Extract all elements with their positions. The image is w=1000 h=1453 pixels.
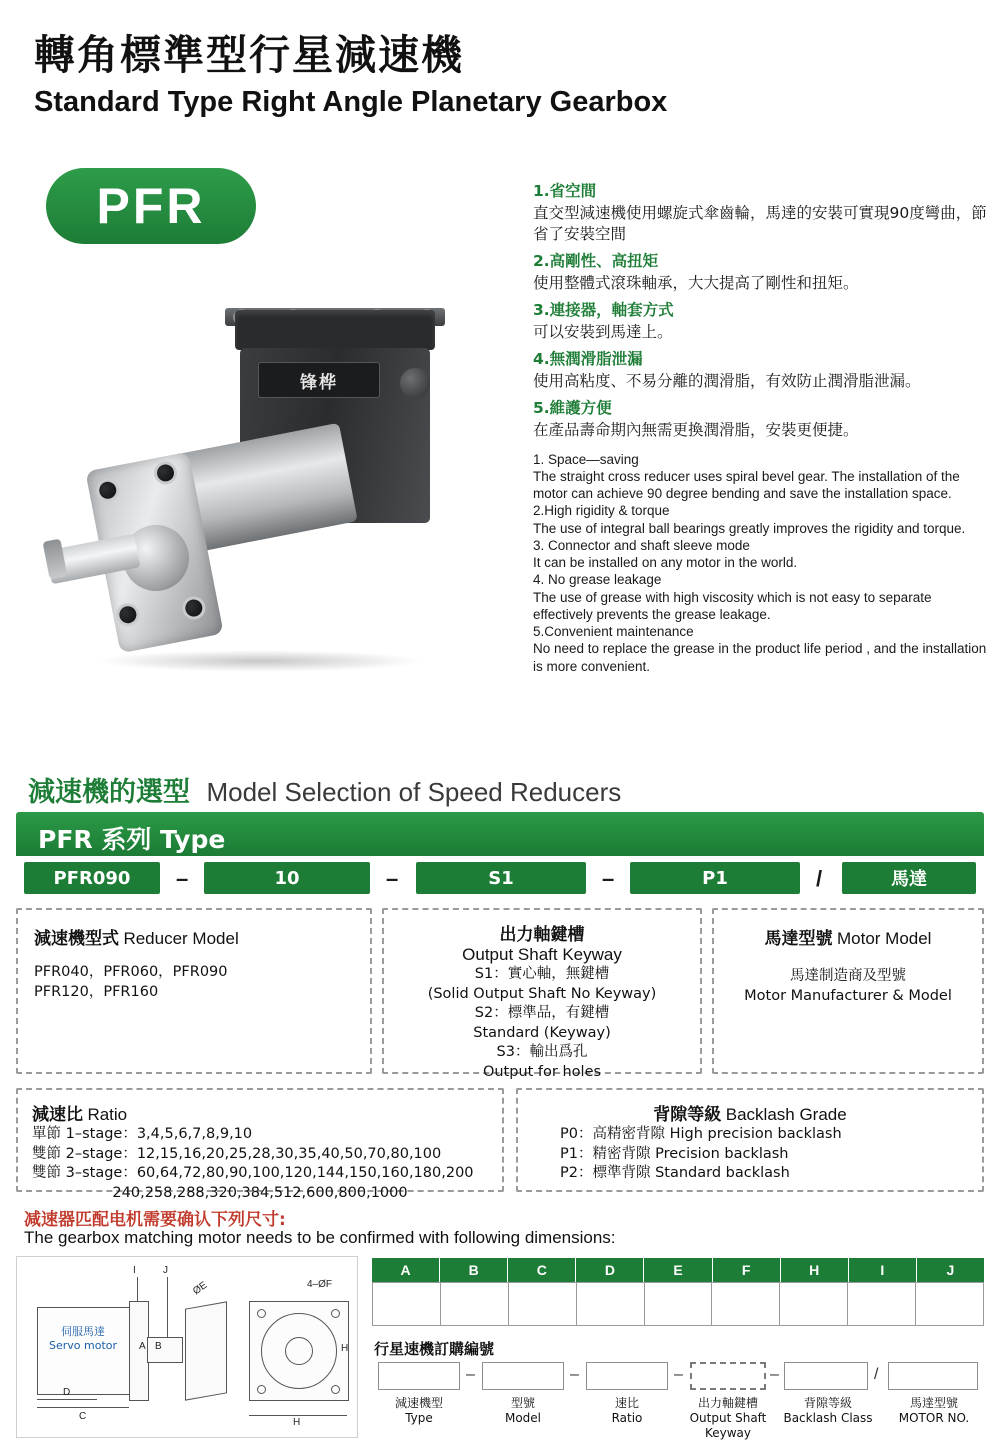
order-label-backlash-en: Backlash Class <box>783 1411 873 1425</box>
feature-en-1: 1. Space—saving <box>533 451 639 467</box>
feature-heading-1: 1.省空間 <box>533 182 597 200</box>
motor-model-title-cn: 馬達型號 <box>764 929 833 949</box>
order-label-backlash-cn: 背隙等級 <box>803 1396 852 1410</box>
backlash-line-3: P2：標準背隙 Standard backlash <box>560 1165 790 1182</box>
block-ratio <box>16 1088 504 1201</box>
gearbox-plug <box>400 368 430 398</box>
order-dash-3: – <box>674 1366 683 1383</box>
table-header-cell: A <box>372 1258 440 1282</box>
feature-en-6: It can be installed on any motor in the world. <box>533 555 798 571</box>
order-label-motor <box>886 1396 982 1426</box>
feature-body-4: 使用高粘度、不易分離的潤滑脂，有效防止潤滑脂泄漏。 <box>533 371 921 390</box>
block-output-keyway <box>382 908 702 1080</box>
backlash-title-cn: 背隙等級 <box>653 1105 722 1125</box>
table-header-cell: F <box>713 1258 781 1282</box>
flange-hole-1 <box>257 1309 266 1318</box>
table-header-cell: B <box>440 1258 508 1282</box>
ratio-line-3: 雙節 3–stage：60,64,72,80,90,100,120,144,150,160,180,200 <box>32 1165 474 1182</box>
dim-label-b: B <box>155 1341 162 1352</box>
page-title-en: Standard Type Right Angle Planetary Gearbox <box>34 86 668 118</box>
dim-line-d <box>37 1399 97 1400</box>
dimension-drawing <box>16 1256 358 1438</box>
dim-label-i: I <box>133 1265 136 1276</box>
keyway-line-6: Output for holes <box>482 1063 602 1080</box>
feature-heading-4: 4.無潤滑脂泄漏 <box>533 349 643 368</box>
table-cell[interactable] <box>780 1282 848 1326</box>
feature-body-1: 直交型減速機使用螺旋式傘齒輪，馬達的安裝可實現90度彎曲，節省了安裝空間 <box>533 204 987 243</box>
pfr-badge-label: PFR <box>96 178 206 234</box>
servo-motor-label <box>45 1325 121 1353</box>
order-label-model-cn: 型號 <box>510 1396 535 1410</box>
code-box-ratio[interactable]: 10 <box>204 862 370 894</box>
reducer-model-title-cn: 減速機型式 <box>34 929 119 949</box>
drawing-mid-part <box>185 1301 227 1400</box>
table-cell[interactable] <box>712 1282 780 1326</box>
motor-model-line-1: 馬達制造商及型號 <box>790 968 906 984</box>
order-dash-2: – <box>570 1366 579 1383</box>
feature-heading-3: 3.連接器，軸套方式 <box>533 300 674 319</box>
order-label-keyway-en: Output Shaft Keyway <box>689 1411 767 1440</box>
dim-label-h-bottom: H <box>293 1417 301 1428</box>
dim-line-i <box>137 1277 138 1301</box>
flange-hole-3 <box>257 1385 266 1394</box>
table-value-row <box>372 1282 984 1326</box>
feature-en-2: The straight cross reducer uses spiral bevel gear. The installation of the motor can achieve 90 degree bending and save the installation space. <box>533 468 960 502</box>
type-bar-label: PFR 系列 Type <box>38 825 226 854</box>
order-label-motor-cn: 馬達型號 <box>909 1396 958 1410</box>
code-dash-1: – <box>176 866 189 891</box>
order-field-model[interactable] <box>482 1362 564 1390</box>
features-block <box>533 178 988 675</box>
feature-en-10: No need to replace the grease in the product life period , and the installation is more convenient. <box>533 641 987 674</box>
table-header-cell: J <box>917 1258 984 1282</box>
order-label-keyway <box>682 1396 774 1441</box>
order-field-backlash[interactable] <box>784 1362 868 1390</box>
ratio-line-1: 單節 1–stage：3,4,5,6,7,8,9,10 <box>32 1126 253 1142</box>
feature-heading-2: 2.高剛性、高扭矩 <box>533 251 659 270</box>
reducer-model-line-1: PFR040，PFR060，PFR090 <box>34 964 228 980</box>
dimension-note-en: The gearbox matching motor needs to be confirmed with following dimensions: <box>24 1228 616 1247</box>
feature-en-9: 5.Convenient maintenance <box>533 624 694 640</box>
page-title-cn: 轉角標準型行星減速機 <box>34 31 464 79</box>
block-reducer-model <box>16 908 372 1074</box>
code-slash: / <box>816 866 823 891</box>
table-cell[interactable] <box>372 1282 441 1326</box>
dim-label-4of: 4–ØF <box>307 1279 333 1290</box>
dim-label-j: J <box>163 1265 168 1276</box>
model-code-row <box>16 862 984 896</box>
servo-motor-label-cn: 伺服馬達 <box>61 1325 105 1338</box>
section-heading-en: Model Selection of Speed Reducers <box>206 777 622 807</box>
gearbox-top-block <box>235 310 435 350</box>
order-label-model-en: Model <box>504 1411 542 1425</box>
ratio-title-en: Ratio <box>87 1105 128 1124</box>
table-header-row <box>372 1258 984 1282</box>
code-box-model[interactable]: PFR090 <box>24 862 160 894</box>
order-code-labels <box>372 1396 984 1438</box>
order-label-type-en: Type <box>405 1411 433 1425</box>
order-dash-1: – <box>466 1366 475 1383</box>
ratio-title-cn: 減速比 <box>32 1105 83 1125</box>
feature-en-5: 3. Connector and shaft sleeve mode <box>533 537 750 553</box>
section-heading-cn: 減速機的選型 <box>28 777 190 808</box>
dimension-note-cn: 减速器匹配电机需要确认下列尺寸: <box>24 1210 286 1230</box>
feature-en-8: The use of grease with high viscosity which is not easy to separate effectively prevents the grease leakage. <box>533 589 932 622</box>
order-field-motor[interactable] <box>888 1362 978 1390</box>
table-cell[interactable] <box>645 1282 713 1326</box>
order-label-ratio <box>586 1396 668 1426</box>
code-box-backlash[interactable]: P1 <box>630 862 800 894</box>
gearbox-shaft-end <box>43 539 68 580</box>
keyway-title-cn: 出力軸鍵槽 <box>499 925 585 945</box>
reducer-model-title-en: Reducer Model <box>123 929 239 948</box>
feature-en-4: The use of integral ball bearings greatly improves the rigidity and torque. <box>533 520 966 536</box>
dim-label-oe: ØE <box>191 1279 210 1298</box>
dim-line-c <box>37 1407 129 1408</box>
type-bar <box>16 812 984 856</box>
feature-en-7: 4. No grease leakage <box>533 572 662 588</box>
flange-hole-4 <box>331 1385 340 1394</box>
backlash-title-en: Backlash Grade <box>725 1105 847 1124</box>
dim-label-a: A <box>139 1341 146 1352</box>
dimension-table <box>372 1258 984 1326</box>
order-field-ratio[interactable] <box>586 1362 668 1390</box>
product-illustration <box>40 290 510 700</box>
table-cell[interactable] <box>848 1282 916 1326</box>
keyway-line-5: S3：輸出爲孔 <box>496 1044 588 1061</box>
order-label-ratio-cn: 速比 <box>614 1396 639 1410</box>
keyway-title-en: Output Shaft Keyway <box>462 945 622 964</box>
flange-center-hole <box>285 1337 313 1365</box>
table-cell[interactable] <box>441 1282 509 1326</box>
keyway-line-4: Standard (Keyway) <box>473 1024 611 1041</box>
flange-hole-2 <box>331 1309 340 1318</box>
pfr-badge <box>46 168 256 244</box>
order-label-backlash <box>778 1396 878 1426</box>
feature-heading-5: 5.維護方便 <box>533 398 612 417</box>
motor-model-title-en: Motor Model <box>836 929 932 948</box>
keyway-line-3: S2：標準品，有鍵槽 <box>474 1005 610 1022</box>
dim-label-c: C <box>79 1411 87 1422</box>
order-field-keyway[interactable] <box>690 1362 766 1390</box>
motor-shaft <box>147 1337 183 1363</box>
table-header-cell: E <box>644 1258 712 1282</box>
order-label-type-cn: 減速機型 <box>394 1396 443 1410</box>
table-cell[interactable] <box>916 1282 984 1326</box>
order-code-title: 行星速機訂購編號 <box>374 1340 495 1358</box>
code-box-motor[interactable]: 馬達 <box>842 862 976 894</box>
order-label-type <box>378 1396 460 1426</box>
table-header-cell: I <box>849 1258 917 1282</box>
order-field-type[interactable] <box>378 1362 460 1390</box>
table-header-cell: C <box>508 1258 576 1282</box>
table-header-cell: D <box>576 1258 644 1282</box>
brand-plate: 锋桦 <box>258 362 380 398</box>
feature-body-2: 使用整體式滾珠軸承，大大提高了剛性和扭矩。 <box>533 273 859 292</box>
code-box-keyway[interactable]: S1 <box>416 862 586 894</box>
dim-line-h <box>249 1415 347 1416</box>
block-backlash <box>516 1088 984 1192</box>
feature-body-5: 在產品壽命期內無需更換潤滑脂，安裝更便捷。 <box>533 420 859 439</box>
servo-motor-label-en: Servo motor <box>48 1338 118 1352</box>
order-dash-4: – <box>770 1366 779 1383</box>
order-label-motor-en: MOTOR NO. <box>898 1411 970 1425</box>
keyway-line-1: S1：實心軸，無鍵槽 <box>474 966 610 982</box>
backlash-line-1: P0：高精密背隙 High precision backlash <box>560 1126 842 1142</box>
ratio-line-2: 雙節 2–stage：12,15,16,20,25,28,30,35,40,50,70,80,100 <box>32 1145 442 1162</box>
block-motor-model <box>712 908 984 1074</box>
dim-label-d: D <box>63 1387 71 1398</box>
backlash-line-2: P1：精密背隙 Precision backlash <box>560 1145 789 1162</box>
feature-body-3: 可以安裝到馬達上。 <box>533 322 673 341</box>
code-dash-3: – <box>602 866 615 891</box>
table-cell[interactable] <box>509 1282 577 1326</box>
keyway-line-2: (Solid Output Shaft No Keyway) <box>427 985 657 1002</box>
order-label-model <box>482 1396 564 1426</box>
reducer-model-line-2: PFR120，PFR160 <box>34 983 159 1000</box>
code-dash-2: – <box>386 866 399 891</box>
motor-model-line-2: Motor Manufacturer & Model <box>744 987 952 1004</box>
feature-en-3: 2.High rigidity & torque <box>533 503 670 519</box>
order-slash: / <box>874 1366 879 1383</box>
table-header-cell: H <box>781 1258 849 1282</box>
section-heading <box>28 770 621 809</box>
dim-label-h-side: H <box>341 1343 349 1354</box>
dim-line-j <box>167 1277 168 1337</box>
order-label-keyway-cn: 出力軸鍵槽 <box>697 1396 758 1410</box>
order-code-row <box>372 1362 984 1392</box>
order-label-ratio-en: Ratio <box>611 1411 643 1425</box>
ratio-line-4: 240,258,288,320,384,512,600,800,1000 <box>112 1184 408 1201</box>
table-cell[interactable] <box>577 1282 645 1326</box>
product-shadow <box>95 650 425 672</box>
